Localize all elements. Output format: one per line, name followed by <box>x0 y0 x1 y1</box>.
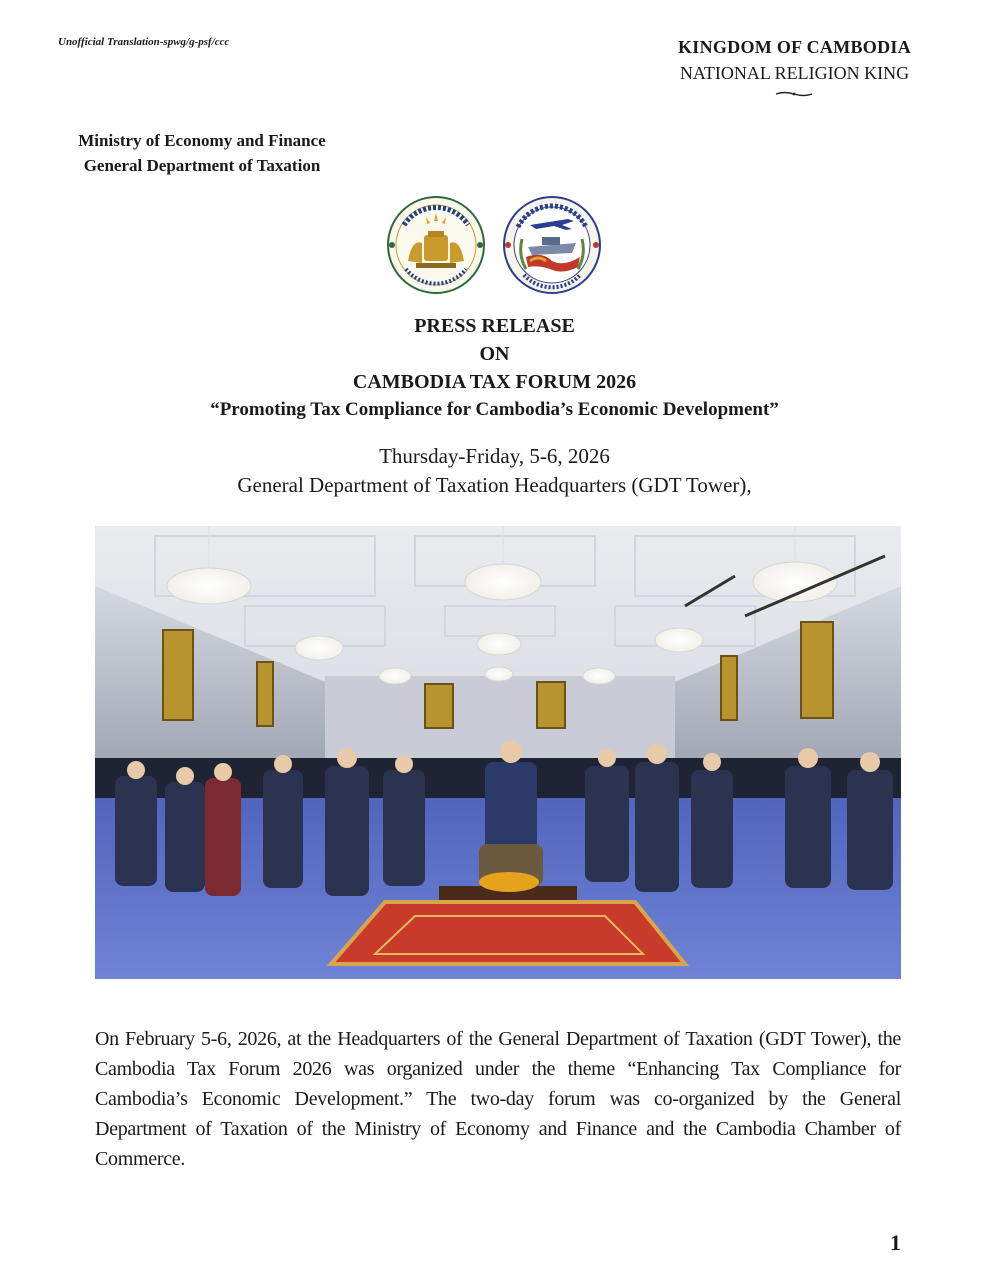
issuer-block <box>52 128 352 178</box>
event-venue: General Department of Taxation Headquarters (GDT Tower), <box>237 473 752 497</box>
ministry-name: Ministry of Economy and Finance <box>78 131 326 150</box>
page-number: 1 <box>890 1230 901 1255</box>
event-date: Thursday-Friday, 5-6, 2026 <box>379 444 610 468</box>
title-line-press-release: PRESS RELEASE <box>414 315 575 337</box>
title-line-event: CAMBODIA TAX FORUM 2026 <box>352 371 637 393</box>
ministry-seal-icon <box>386 195 486 295</box>
event-hall-image <box>95 526 901 979</box>
event-theme: “Promoting Tax Compliance for Cambodia’s Economic Development” <box>210 399 779 420</box>
kingdom-header <box>678 34 911 98</box>
event-details <box>0 442 989 500</box>
logo-row <box>386 195 606 297</box>
title-line-on: ON <box>479 343 510 365</box>
chamber-seal-icon <box>502 195 602 295</box>
ornament-divider-icon <box>774 90 814 98</box>
translation-note: Unofficial Translation-spwg/g-psf/ccc <box>58 36 230 48</box>
body-paragraph: On February 5-6, 2026, at the Headquarters of the General Department of Taxation (GDT Tower), the Cambodia Tax Forum 2026 was organized under the theme “Enhancing Tax Compliance for Cambodia’s Economic Development.” The two-day forum was co-organized by the General Department of Taxation of the Ministry of Economy and Finance and the Cambodia Chamber of Commerce. <box>95 1028 901 1170</box>
department-name: General Department of Taxation <box>83 156 321 175</box>
national-motto: NATIONAL RELIGION KING <box>679 63 910 83</box>
kingdom-title: KINGDOM OF CAMBODIA <box>677 37 911 57</box>
press-release-title <box>0 312 989 424</box>
event-photo <box>95 526 901 979</box>
